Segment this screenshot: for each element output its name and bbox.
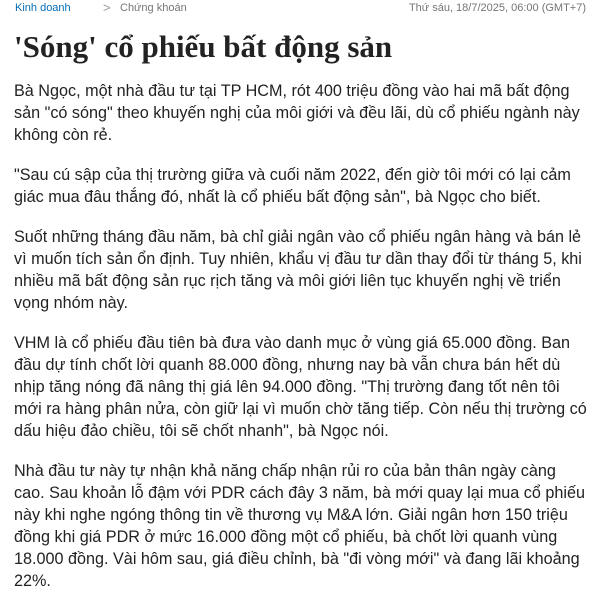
article-body <box>14 80 589 610</box>
breadcrumb-link-chung-khoan[interactable]: Chứng khoán <box>120 2 187 14</box>
breadcrumb-separator-icon: > <box>103 0 111 15</box>
article-paragraph: "Sau cú sập của thị trường giữa và cuối năm 2022, đến giờ tôi mới có lại cảm giác mua đâu thắng đó, nhất là cổ phiếu bất động sản", bà Ngọc cho biết. <box>14 166 571 206</box>
publish-timestamp: Thứ sáu, 18/7/2025, 06:00 (GMT+7) <box>408 2 586 14</box>
article-paragraph: VHM là cổ phiếu đầu tiên bà đưa vào danh mục ở vùng giá 65.000 đồng. Ban đầu dự tính chốt lời quanh 88.000 đồng, nhưng nay bà vẫn chưa bán hết dù nhịp tăng nóng đã nâng thị giá lên 94.000 đồng. "Thị trường đang tốt nên tôi mới ra hàng phân nửa, còn giữ lại vì muốn chờ tăng tiếp. Còn nếu thị trường có dấu hiệu đảo chiều, tôi sẽ chốt nhanh", bà Ngọc nói. <box>14 334 587 440</box>
article-meta-bar <box>0 0 600 18</box>
article-paragraph: Suốt những tháng đầu năm, bà chỉ giải ngân vào cổ phiếu ngân hàng và bán lẻ vì muốn tích sản ổn định. Tuy nhiên, khẩu vị đầu tư dần thay đổi từ tháng 5, khi nhiều mã bất động sản rục rịch tăng và môi giới liên tục khuyến nghị về triển vọng nhóm này. <box>14 228 582 312</box>
article-title: 'Sóng' cổ phiếu bất động sản <box>14 29 393 64</box>
article-paragraph: Nhà đầu tư này tự nhận khả năng chấp nhận rủi ro của bản thân ngày càng cao. Sau khoản lỗ đậm với PDR cách đây 3 năm, bà mới quay lại mua cổ phiếu này khi nghe ngóng thông tin về thương vụ M&A lớn. Giải ngân hơn 150 triệu đồng khi giá PDR ở mức 16.000 đồng một cổ phiếu, bà chốt lời quanh vùng 18.000 đồng. Vài hôm sau, giá điều chỉnh, bà "đi vòng mới" và đang lãi khoảng 22%. <box>14 462 586 590</box>
breadcrumb-link-kinh-doanh[interactable]: Kinh doanh <box>15 2 71 14</box>
article-paragraph: Bà Ngọc, một nhà đầu tư tại TP HCM, rót 400 triệu đồng vào hai mã bất động sản "có sóng" theo khuyến nghị của môi giới và đều lãi, dù cổ phiếu ngành này không còn rẻ. <box>14 82 580 144</box>
